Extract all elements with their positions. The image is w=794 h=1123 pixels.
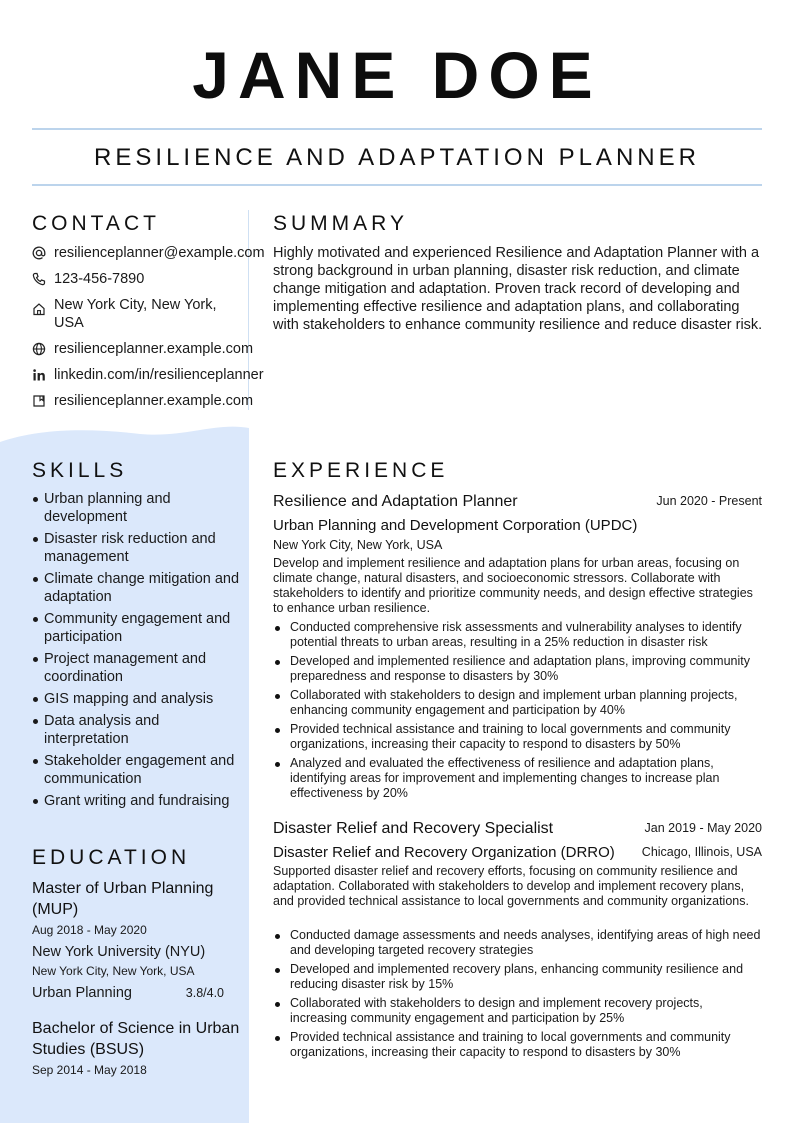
job-description: Develop and implement resilience and adaptation plans for urban areas, focusing on climate change, natural disasters, and socioeconomic stressors. Collaborate with stakeholders to identify and prioritize community needs, and design effective strategies to enhance urban resilience. bbox=[273, 556, 753, 615]
skill-item: Community engagement and participation bbox=[32, 610, 242, 646]
contact-portfolio[interactable] bbox=[32, 392, 253, 410]
summary-text: Highly motivated and experienced Resilience and Adaptation Planner with a strong background in urban planning, disaster risk reduction, and climate change mitigation and adaptation. Proven track record of developing and implementing effective resilience and adaptation plans, and collaborating with stakeholders to enhance community resilience and reduce disaster risk. bbox=[273, 245, 763, 333]
job-title: Disaster Relief and Recovery Specialist bbox=[273, 820, 554, 837]
skill-item: GIS mapping and analysis bbox=[32, 690, 242, 708]
job-bullet: Provided technical assistance and training to local governments and community organizations, increasing their capacity to respond to disasters by 30% bbox=[273, 1030, 763, 1060]
job-role-title: RESILIENCE AND ADAPTATION PLANNER bbox=[94, 144, 700, 171]
skills-heading: SKILLS bbox=[32, 459, 128, 482]
job-description: Supported disaster relief and recovery efforts, focusing on community resilience and adaptation. Collaborated with stakeholders to develop and implement recovery plans, and provided technical assistance to local governments and community organizations. bbox=[273, 864, 749, 908]
job-bullet: Developed and implemented recovery plans, enhancing community resilience and reducing disaster risk by 15% bbox=[273, 962, 763, 992]
education-degree: Master of Urban Planning (MUP) bbox=[32, 880, 214, 918]
job-company: Disaster Relief and Recovery Organization (DRRO) bbox=[273, 844, 615, 861]
education-field-row bbox=[32, 984, 224, 1002]
education-location: New York City, New York, USA bbox=[32, 964, 195, 978]
contact-phone[interactable] bbox=[32, 270, 144, 288]
contact-location-text: New York City, New York, USA bbox=[54, 297, 217, 331]
job-title: Resilience and Adaptation Planner bbox=[273, 493, 518, 510]
job-bullet: Analyzed and evaluated the effectiveness of resilience and adaptation plans, identifying areas for improvement and implementing changes to increase plan effectiveness by 20% bbox=[273, 756, 763, 801]
phone-icon bbox=[32, 272, 46, 286]
job-bullet: Collaborated with stakeholders to design and implement urban planning projects, enhancing community engagement and participation by 40% bbox=[273, 688, 763, 718]
summary-heading: SUMMARY bbox=[273, 212, 408, 235]
job-bullet: Developed and implemented resilience and adaptation plans, improving community preparedness and response to disasters by 30% bbox=[273, 654, 763, 684]
education-field: Urban Planning bbox=[32, 985, 132, 1001]
portfolio-icon bbox=[32, 394, 46, 408]
job-bullets bbox=[273, 928, 763, 1064]
job-location: New York City, New York, USA bbox=[273, 538, 443, 552]
job-bullets bbox=[273, 620, 763, 805]
candidate-name: JANE DOE bbox=[192, 38, 602, 112]
job-bullet: Collaborated with stakeholders to design and implement recovery projects, increasing community engagement and participation by 25% bbox=[273, 996, 763, 1026]
contact-website-text: resilienceplanner.example.com bbox=[54, 341, 254, 357]
education-school: New York University (NYU) bbox=[32, 944, 206, 960]
contact-email-text: resilienceplanner@example.com bbox=[54, 245, 265, 261]
skill-item: Stakeholder engagement and communication bbox=[32, 752, 242, 788]
contact-location bbox=[32, 296, 232, 332]
contact-portfolio-text: resilienceplanner.example.com bbox=[54, 393, 254, 409]
contact-phone-text: 123-456-7890 bbox=[54, 271, 145, 287]
contact-website[interactable] bbox=[32, 340, 253, 358]
job-bullet: Conducted damage assessments and needs analyses, identifying areas of high need and developing targeted recovery strategies bbox=[273, 928, 763, 958]
education-degree: Bachelor of Science in Urban Studies (BSUS) bbox=[32, 1020, 240, 1058]
skill-item: Climate change mitigation and adaptation bbox=[32, 570, 242, 606]
linkedin-icon bbox=[32, 368, 46, 382]
education-gpa: 3.8/4.0 bbox=[185, 986, 224, 1000]
contact-heading: CONTACT bbox=[32, 212, 160, 235]
job-dates: Jun 2020 - Present bbox=[656, 494, 762, 508]
experience-heading: EXPERIENCE bbox=[273, 459, 449, 482]
header-rule-bottom bbox=[32, 184, 762, 186]
contact-linkedin-text: linkedin.com/in/resilienceplanner bbox=[54, 367, 264, 383]
home-icon bbox=[32, 302, 46, 316]
contact-linkedin[interactable] bbox=[32, 366, 264, 384]
globe-icon bbox=[32, 342, 46, 356]
job-bullet: Conducted comprehensive risk assessments and vulnerability analyses to identify potential threats to urban areas, resulting in a 25% reduction in disaster risk bbox=[273, 620, 763, 650]
job-bullet: Provided technical assistance and training to local governments and community organizations, increasing their capacity to respond to disasters by 50% bbox=[273, 722, 763, 752]
skill-item: Urban planning and development bbox=[32, 490, 242, 526]
job-location: Chicago, Illinois, USA bbox=[641, 845, 762, 859]
education-heading: EDUCATION bbox=[32, 846, 191, 869]
skill-item: Project management and coordination bbox=[32, 650, 242, 686]
header-rule-top bbox=[32, 128, 762, 130]
skills-list bbox=[32, 490, 242, 814]
skill-item: Disaster risk reduction and management bbox=[32, 530, 242, 566]
education-dates: Aug 2018 - May 2020 bbox=[32, 923, 147, 937]
at-icon bbox=[32, 246, 46, 260]
contact-email[interactable] bbox=[32, 244, 265, 262]
education-dates: Sep 2014 - May 2018 bbox=[32, 1063, 147, 1077]
skill-item: Data analysis and interpretation bbox=[32, 712, 242, 748]
skill-item: Grant writing and fundraising bbox=[32, 792, 242, 810]
job-dates: Jan 2019 - May 2020 bbox=[644, 821, 762, 835]
job-company: Urban Planning and Development Corporation (UPDC) bbox=[273, 517, 638, 534]
